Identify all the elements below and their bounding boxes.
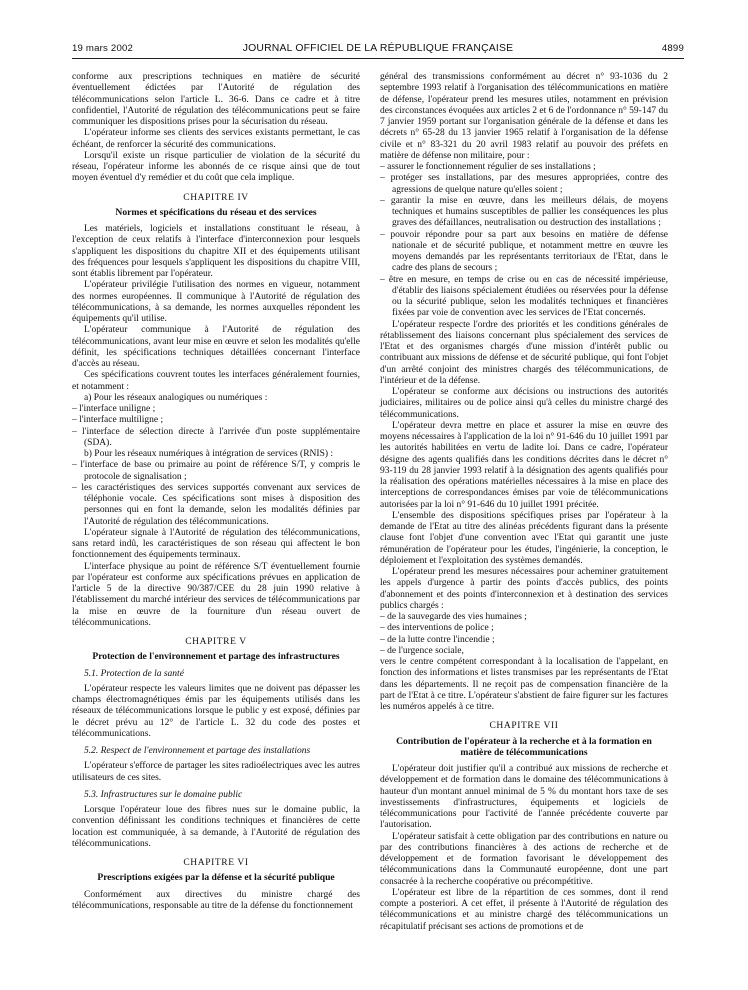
paragraph: L'opérateur se conforme aux décisions ou instructions des autorités judiciaires, militaires ou de police ainsi qu'à celles du ministre chargé des télécommunications. bbox=[380, 387, 668, 420]
list-item: – des interventions de police ; bbox=[380, 623, 494, 634]
paragraph: Les matériels, logiciels et installations constituant le réseau, à l'exception de ceux relatifs à l'interface d'interconnexion pour lesquels s'appliquent les dispositions du chapitre XII et des équipements utilisant des fréquences pour lesquels s'appliquent les dispositions du chapitre VIII, sont établis librement par l'opérateur. bbox=[72, 224, 360, 279]
chapter-label: CHAPITRE IV bbox=[183, 192, 249, 203]
page-number: 4899 bbox=[661, 43, 684, 54]
chapter-label: CHAPITRE V bbox=[185, 637, 247, 647]
paragraph: L'opérateur doit justifier qu'il a contribué aux missions de recherche et développement et de formation dans le domaine des télécommunications à hauteur d'un montant annuel minimal de 5 % du montant hors taxe de ses investissements d'infrastructures, équipements et logiciels de télécommunications pour l'activité de l'année précédente couverte par l'autorisation. bbox=[380, 764, 668, 831]
list-item: – protéger ses installations, par des mesures appropriées, contre des agressions de quelque nature qu'elles soient ; bbox=[380, 173, 668, 195]
paragraph: général des transmissions conformément au décret n° 93-1036 du 2 septembre 1993 relatif à l'organisation des télécommunications en matière de défense, l'opérateur prend les mesures utiles, notamment en prévision des circonstances évoquées aux articles 2 et 6 de l'ordonnance n° 59-147 du 7 janvier 1959 portant sur l'organisation générale de la défense et dans les décrets n° 65-28 du 13 janvier 1965 relatif à l'organisation de la défense civile et n° 83-321 du 20 avril 1983 relatif au pouvoir des préfets en matière de défense non militaire, pour : bbox=[380, 72, 668, 161]
list-item: – garantir la mise en œuvre, dans les meilleurs délais, de moyens techniques et humains susceptibles de pallier les conséquences les plus graves des défaillances, neutralisation ou destruction des installations ; bbox=[380, 195, 668, 229]
paragraph: L'interface physique au point de référence S/T éventuellement fournie par l'opérateur est conforme aux spécifications prévues en application de l'article 5 de la directive 90/387/CEE du 28 juin 1990 relative à l'établissement du marché intérieur des services de télécommunications par la mise en œuvre de la fourniture d'un réseau ouvert de télécommunications. bbox=[72, 561, 360, 628]
paragraph: L'opérateur respecte les valeurs limites que ne doivent pas dépasser les champs électromagnétiques émis par les équipements utilisés dans les réseaux de télécommunications lorsque le public y est exposé, définies par le décret prévu au 12° de l'article L. 32 du code des postes et télécommunications. bbox=[72, 683, 360, 739]
paragraph: L'opérateur satisfait à cette obligation par des contributions en nature ou par des contributions financières à des actions de recherche et de développement et de formation favorisant le développement des télécommunications dans la Communauté européenne, dont une part consacrée à la recherche coopérative ou précompétitive. bbox=[380, 831, 668, 887]
list-item: – de la lutte contre l'incendie ; bbox=[380, 634, 495, 645]
chapter-heading: Contribution de l'opérateur à la recherche et à la formation en matière de télécommunications bbox=[396, 735, 652, 758]
chapter-heading: Prescriptions exigées par la défense et la sécurité publique bbox=[97, 872, 335, 884]
left-column bbox=[72, 72, 360, 912]
section-heading: 5.3. Infrastructures sur le domaine public bbox=[84, 789, 243, 800]
issue-date: 19 mars 2002 bbox=[72, 43, 134, 54]
section-heading: 5.1. Protection de la santé bbox=[84, 668, 184, 679]
list-item: – de l'urgence sociale, bbox=[380, 645, 464, 656]
chapter-label: CHAPITRE VI bbox=[183, 858, 249, 868]
paragraph: L'opérateur est libre de la répartition de ces sommes, dont il rend compte a posteriori. A cet effet, il présente à l'Autorité de régulation des télécommunications et au ministre chargé des télécommunications un récapitulatif précisant ses actions de promotions et de bbox=[380, 887, 668, 932]
paragraph: Conformément aux directives du ministre chargé des télécommunications, responsable au titre de la défense du fonctionnement bbox=[72, 889, 360, 911]
list-item: – l'interface de sélection directe à l'arrivée d'un poste supplémentaire (SDA). bbox=[72, 426, 360, 448]
paragraph: L'opérateur privilégie l'utilisation des normes en vigueur, notamment des normes européennes. Il communique à l'Autorité de régulation des télécommunications, à sa demande, les normes auxquelles répondent les équipements qu'il utilise. bbox=[72, 280, 360, 324]
list-item: – l'interface de base ou primaire au point de référence S/T, y compris le protocole de signalisation ; bbox=[72, 460, 360, 482]
list-item: – pouvoir répondre pour sa part aux besoins en matière de défense nationale et de sécurité publique, et notamment mettre en œuvre les moyens demandés par les représentants territoriaux de l'Etat, dans le cadre des plans de secours ; bbox=[380, 229, 668, 274]
paragraph: conforme aux prescriptions techniques en matière de sécurité éventuellement édictées par l'Autorité de régulation des télécommunications selon l'article L. 36-6. Dans ce cadre et à titre confidentiel, l'Autorité de régulation des télécommunications peut se faire communiquer les dispositions prises pour la sécurisation du réseau. bbox=[72, 72, 360, 127]
paragraph: Ces spécifications couvrent toutes les interfaces généralement fournies, et notamment : bbox=[72, 370, 360, 392]
paragraph: L'opérateur prend les mesures nécessaires pour acheminer gratuitement les appels d'urgence à partir des points d'accès publics, des points d'abonnement et des points d'interconnexion et à destination des services publics chargés : bbox=[380, 567, 668, 611]
right-column bbox=[380, 72, 668, 933]
paragraph: Lorsqu'il existe un risque particulier de violation de la sécurité du réseau, l'opérateur informe les abonnés de ce risque ainsi que de tout moyen éventuel d'y remédier et du coût que cela implique. bbox=[72, 150, 360, 184]
journal-title: JOURNAL OFFICIEL DE LA RÉPUBLIQUE FRANÇAISE bbox=[242, 43, 514, 54]
chapter-label: CHAPITRE VII bbox=[489, 721, 559, 732]
paragraph: L'ensemble des dispositions spécifiques prises par l'opérateur à la demande de l'Etat au titre des alinéas précédents figurant dans la présente clause font l'objet d'une convention avec l'Etat qui garantit une juste rémunération de l'opérateur pour les études, l'ingénierie, la conception, le déploiement et l'exploitation des systèmes demandés. bbox=[380, 510, 668, 566]
paragraph: a) Pour les réseaux analogiques ou numériques : bbox=[84, 392, 268, 403]
paragraph: vers le centre compétent correspondant à la localisation de l'appelant, en fonction des informations et listes transmises par les représentants de l'Etat dans les départements. Il ne reçoit pas de compensation financière de la part de l'Etat à ce titre. L'opérateur s'abstient de faire figurer sur les factures les numéros appelés à ce titre. bbox=[380, 657, 668, 712]
paragraph: L'opérateur respecte l'ordre des priorités et les conditions générales de rétablissement des liaisons concernant plus spécialement des services de l'Etat et des organismes chargés d'une mission d'intérêt public ou contribuant aux missions de défense et de sécurité publique, qui font l'objet d'un arrêté conjoint des ministres chargés des télécommunications, de l'intérieur et de la défense. bbox=[380, 319, 668, 386]
paragraph: L'opérateur informe ses clients des services existants permettant, le cas échéant, de renforcer la sécurité des communications. bbox=[72, 128, 360, 150]
chapter-heading: Protection de l'environnement et partage des infrastructures bbox=[92, 651, 340, 663]
list-item: – l'interface multiligne ; bbox=[72, 415, 164, 426]
list-item: – les caractéristiques des services supportés convenant aux services de téléphonie vocale. Ces spécifications sont mises à disposition des personnes qui en font la demande, selon les modalités définies par l'Autorité de régulation des télécommunications. bbox=[72, 482, 360, 527]
paragraph: L'opérateur communique à l'Autorité de régulation des télécommunications, avant leur mise en œuvre et selon les modalités qu'elle définit, les spécifications techniques détaillées concernant l'interface d'accès au réseau. bbox=[72, 325, 360, 369]
chapter-heading: Normes et spécifications du réseau et des services bbox=[115, 206, 317, 218]
list-item: – être en mesure, en temps de crise ou en cas de nécessité impérieuse, d'établir des liaisons spécialement étudiées ou réservées pour la défense ou la sécurité publique, selon les modalités techniques et financières fixées par voie de convention avec les services de l'Etat concernés. bbox=[380, 274, 668, 319]
header-rule bbox=[72, 58, 684, 59]
section-heading: 5.2. Respect de l'environnement et partage des installations bbox=[84, 746, 311, 756]
paragraph: L'opérateur s'efforce de partager les sites radioélectriques avec les autres utilisateurs de ces sites. bbox=[72, 761, 360, 783]
paragraph: b) Pour les réseaux numériques à intégration de services (RNIS) : bbox=[84, 449, 334, 459]
paragraph: Lorsque l'opérateur loue des fibres nues sur le domaine public, la convention définissant les conditions techniques et financières de cette location est communiquée, à sa demande, à l'Autorité de régulation des télécommunications. bbox=[72, 805, 360, 849]
list-item: – l'interface uniligne ; bbox=[72, 404, 156, 414]
paragraph: L'opérateur devra mettre en place et assurer la mise en œuvre des moyens nécessaires à l'application de la loi n° 91-646 du 10 juillet 1991 par les autorités habilitées en vertu de ladite loi. Dans ce cadre, l'opérateur désigne des agents qualifiés dans les conditions décrites dans le décret n° 93-119 du 28 janvier 1993 relatif à la désignation des agents qualifiés pour la réalisation des opérations matérielles nécessaires à la mise en place des interceptions de correspondances émises par voie de télécommunications autorisées par la loi n° 91-646 du 10 juillet 1991 précitée. bbox=[380, 420, 668, 510]
page-header bbox=[72, 43, 684, 59]
list-item: – assurer le fonctionnement régulier de ses installations ; bbox=[380, 162, 596, 172]
list-item: – de la sauvegarde des vies humaines ; bbox=[380, 612, 527, 622]
paragraph: L'opérateur signale à l'Autorité de régulation des télécommunications, sans retard indû, les caractéristiques de son réseau qui affectent le bon fonctionnement des équipements terminaux. bbox=[72, 527, 360, 561]
